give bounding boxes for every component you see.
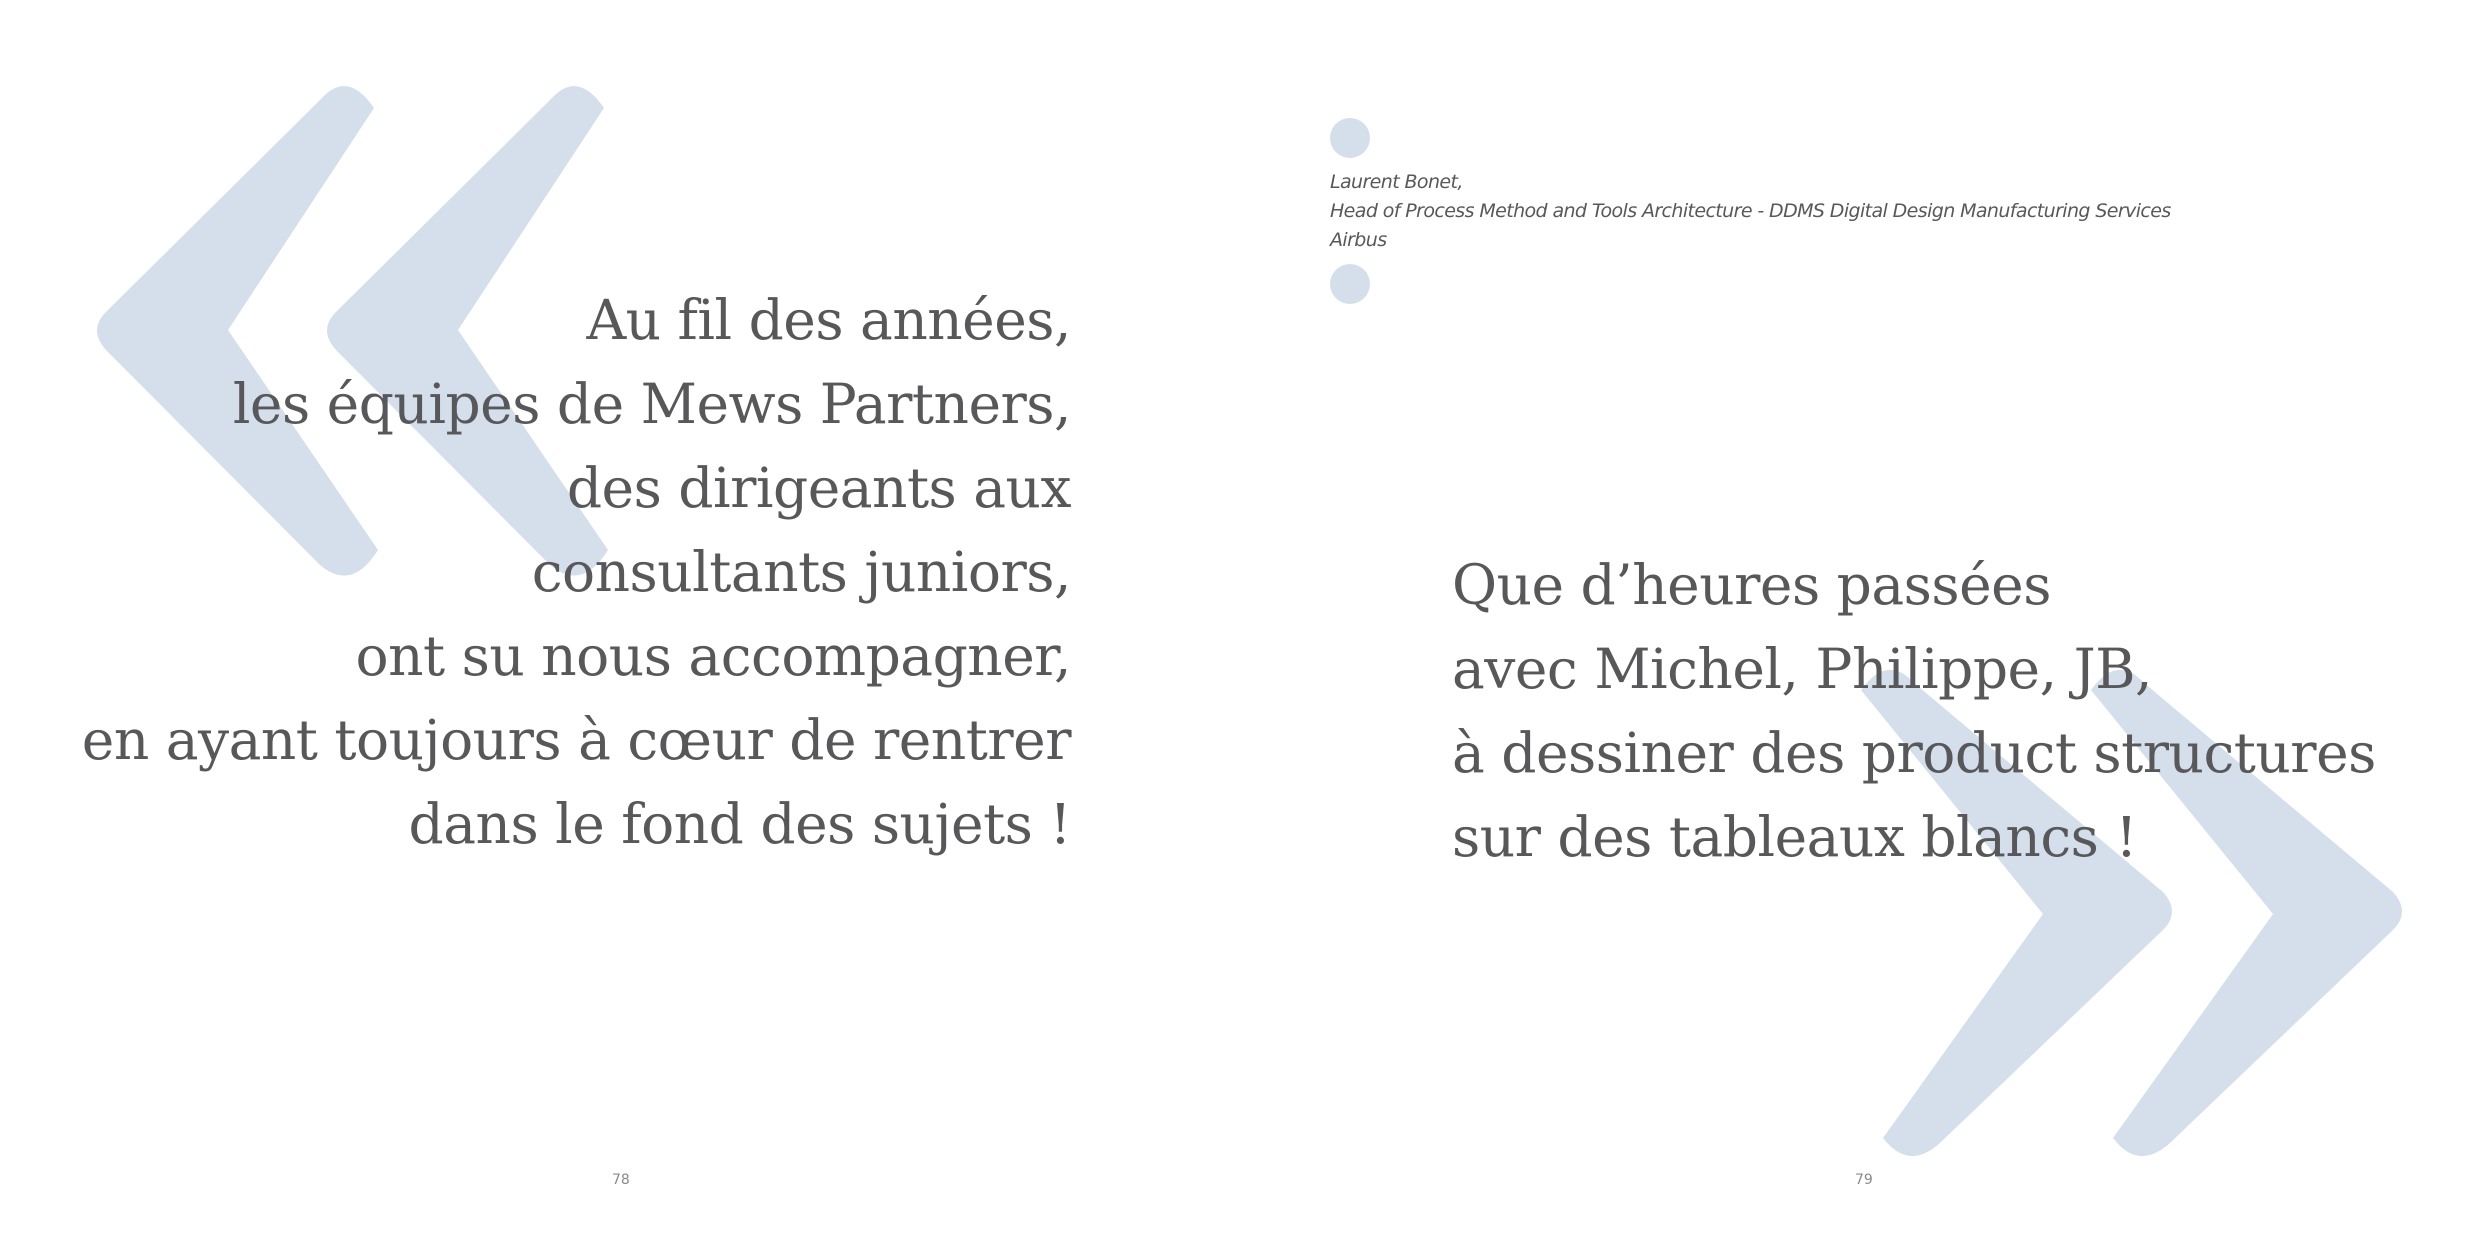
quote-line: à dessiner des product structures: [1452, 721, 2376, 785]
decorative-dot: [1330, 264, 1370, 304]
quote-line: les équipes de Mews Partners,: [232, 372, 1071, 436]
right-quote: [1452, 543, 2376, 879]
quote-line: avec Michel, Philippe, JB,: [1452, 637, 2153, 701]
quote-line: des dirigeants aux: [566, 456, 1071, 520]
author-name: Laurent Bonet,: [1330, 171, 1463, 193]
author-company: Airbus: [1330, 229, 1387, 251]
left-quote: [82, 278, 1071, 866]
decorative-dot: [1330, 118, 1370, 158]
quote-line: Que d’heures passées: [1452, 553, 2051, 617]
page-number: 78: [612, 1172, 630, 1188]
quote-line: Au fil des années,: [586, 288, 1071, 352]
left-page: [0, 0, 1240, 1241]
author-block: [1330, 168, 2171, 255]
right-page: [1241, 0, 2481, 1241]
quote-line: ont su nous accompagner,: [355, 624, 1071, 688]
quote-line: en ayant toujours à cœur de rentrer: [81, 708, 1071, 772]
quote-line: dans le fond des sujets !: [408, 792, 1071, 856]
author-title: Head of Process Method and Tools Architecture - DDMS Digital Design Manufacturing Services: [1330, 200, 2171, 222]
quote-line: sur des tableaux blancs !: [1452, 805, 2137, 869]
page-number: 79: [1855, 1172, 1873, 1188]
quote-line: consultants juniors,: [531, 540, 1071, 604]
